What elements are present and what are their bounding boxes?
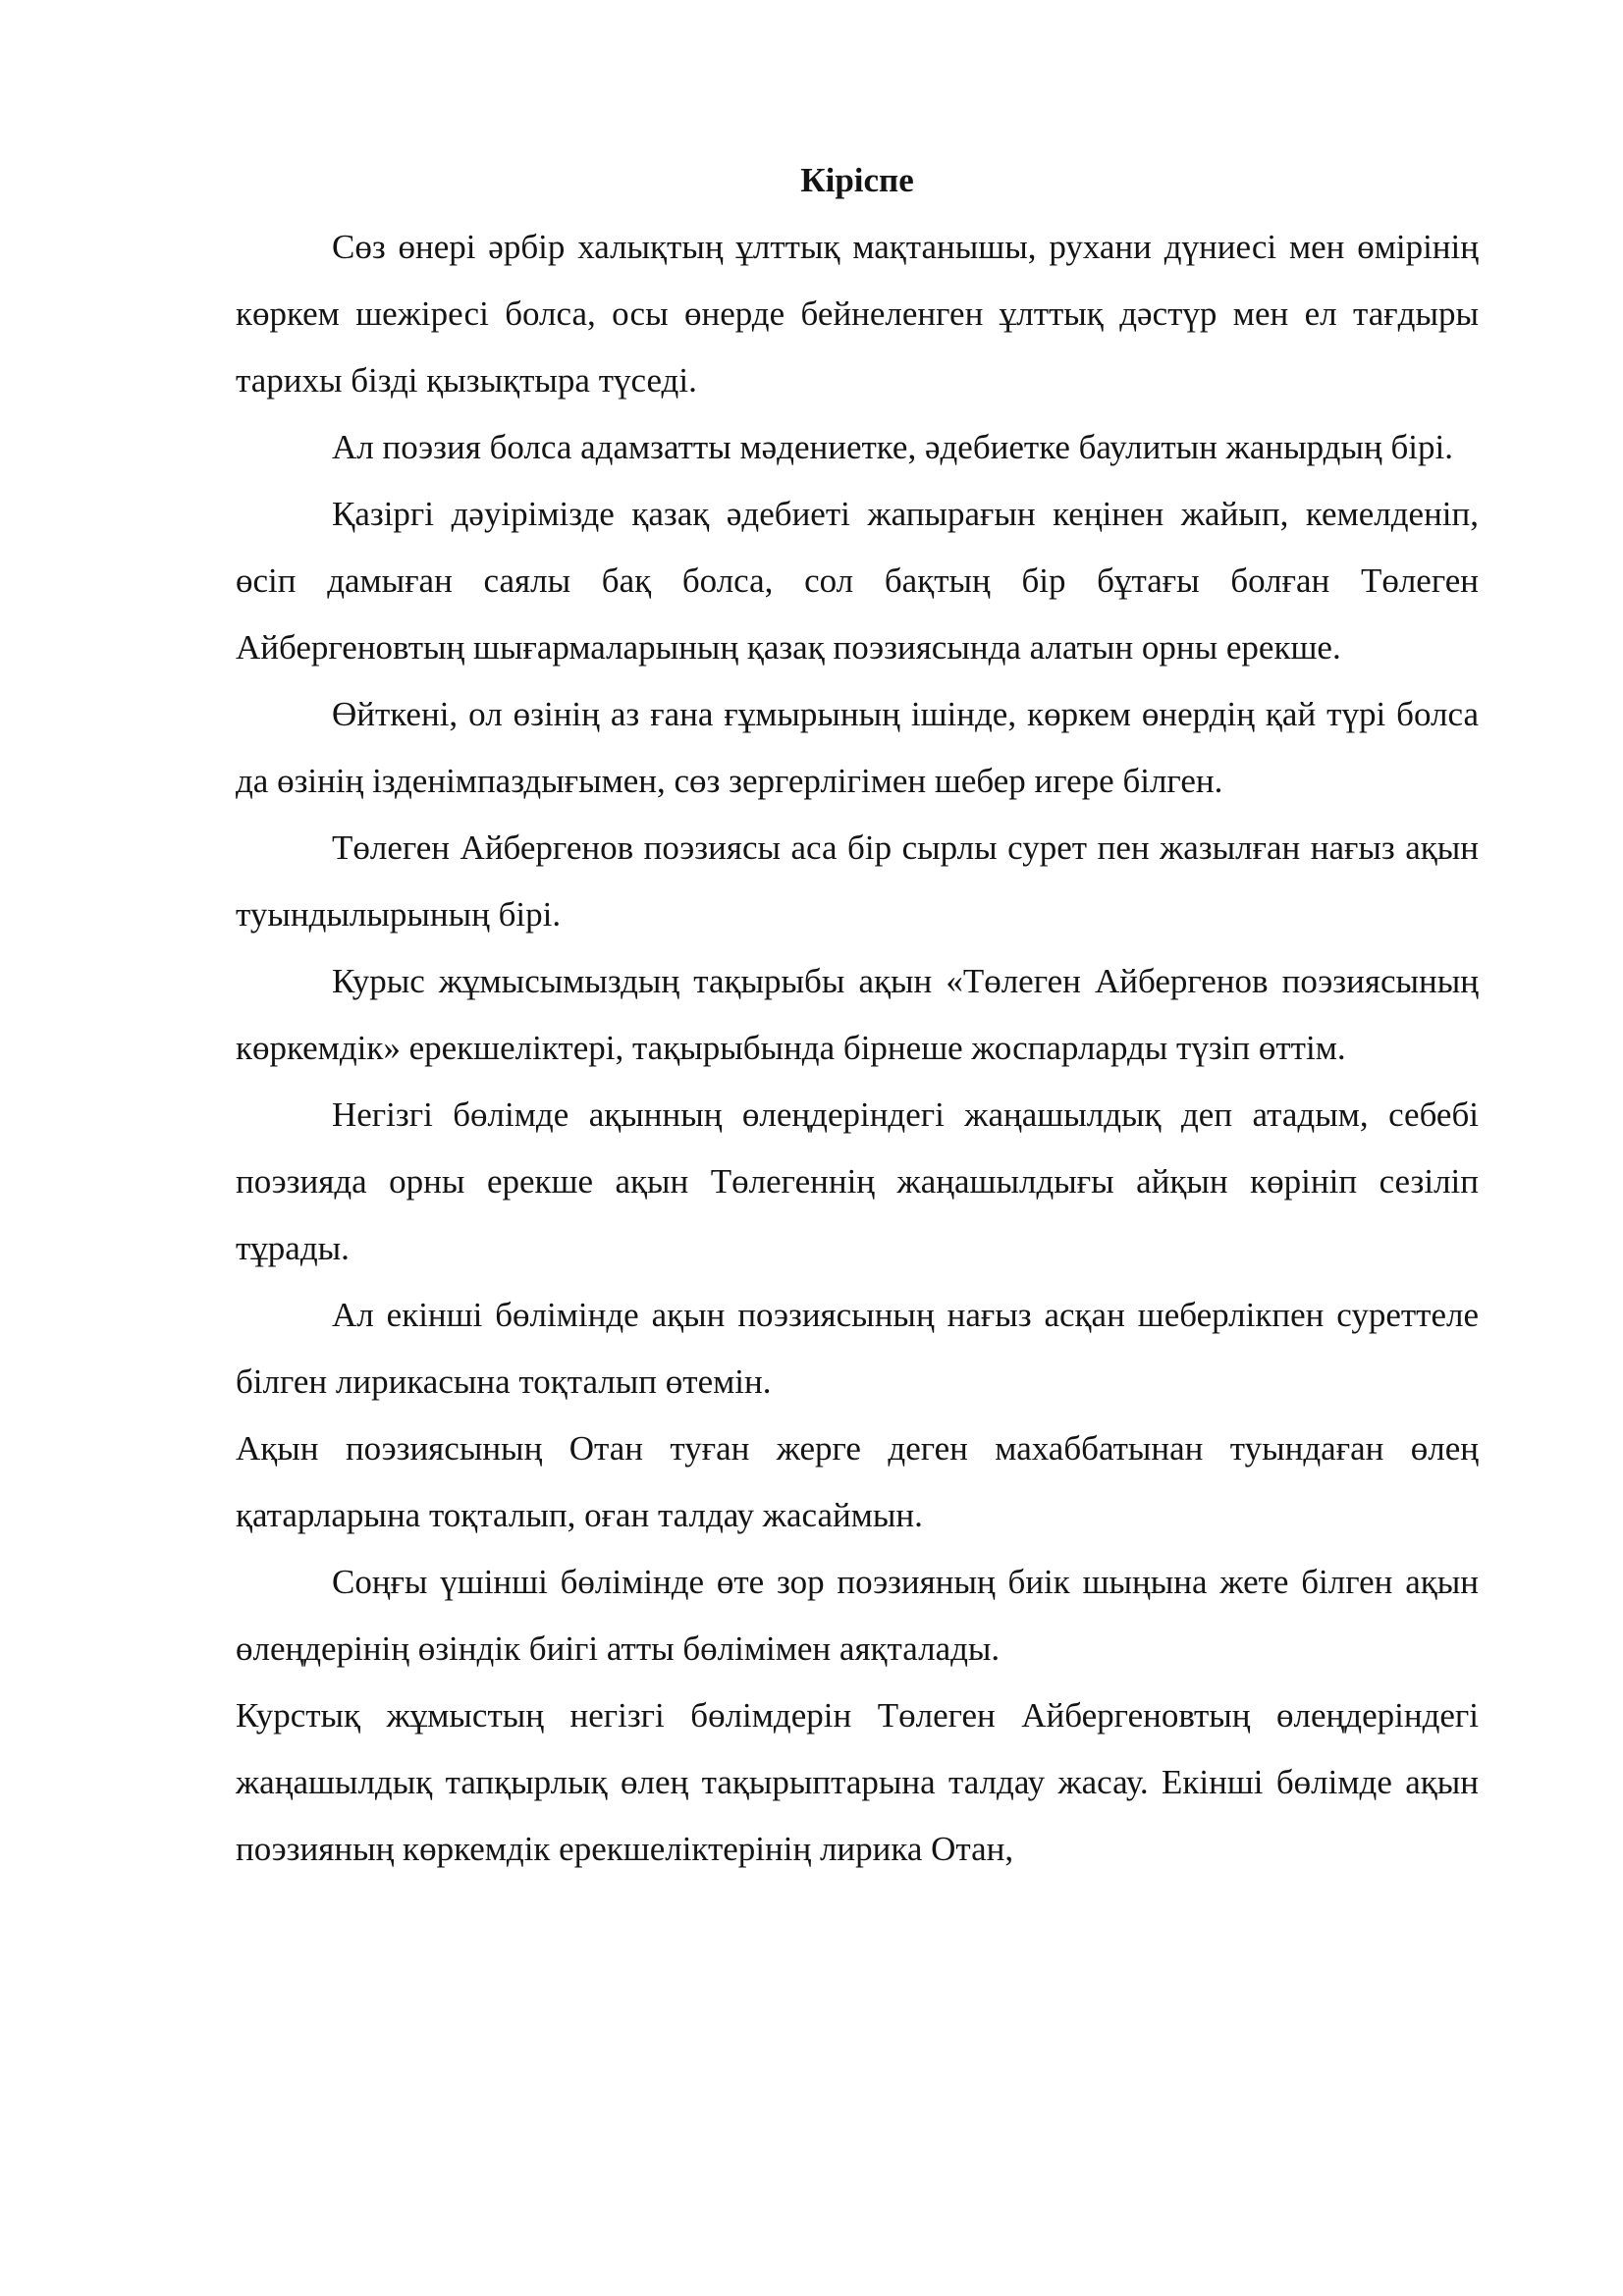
paragraph: Төлеген Айбергенов поэзиясы аса бір сырлы сурет пен жазылған нағыз ақын туындылырының бірі. [236, 828, 1479, 934]
paragraph: Ал поэзия болса адамзатты мәдениетке, әдебиетке баулитын жанырдың бірі. [332, 428, 1453, 466]
paragraph: Ал екінші бөлімінде ақын поэзиясының нағыз асқан шеберлікпен суреттеле білген лирикасына тоқталып өтемін. [236, 1296, 1479, 1401]
paragraph: Негізгі бөлімде ақынның өлеңдеріндегі жаңашылдық деп атадым, себебі поэзияда орны ерекше ақын Төлегеннің жаңашылдығы айқын көрініп сезіліп тұрады. [236, 1095, 1479, 1267]
paragraph: Ақын поэзиясының Отан туған жерге деген махаббатынан туындаған өлең қатарларына тоқталып, оған талдау жасаймын. [236, 1429, 1479, 1534]
paragraph: Сөз өнері әрбір халықтың ұлттық мақтанышы, рухани дүниесі мен өмірінің көркем шежіресі болса, осы өнерде бейнеленген ұлттық дәстүр мен ел тағдыры тарихы бізді қызықтыра түседі. [236, 228, 1479, 400]
paragraph: Соңғы үшінші бөлімінде өте зор поэзияның биік шыңына жете білген ақын өлеңдерінің өзіндік биігі атты бөлімімен аяқталады. [236, 1563, 1479, 1668]
paragraph: Курыс жұмысымыздың тақырыбы ақын «Төлеген Айбергенов поэзиясының көркемдік» ерекшеліктері, тақырыбында бірнеше жоспарларды түзіп өттім. [236, 962, 1479, 1067]
paragraph: Курстық жұмыстың негізгі бөлімдерін Төлеген Айбергеновтың өлеңдеріндегі жаңашылдық тапқырлық өлең тақырыптарына талдау жасау. Екінші бөлімде ақын поэзияның көркемдік ерекшеліктерінің лирика Отан, [236, 1696, 1479, 1868]
paragraph: Өйткені, ол өзінің аз ғана ғұмырының ішінде, көркем өнердің қай түрі болса да өзінің ізденімпаздығымен, сөз зергерлігімен шебер игере білген. [236, 695, 1479, 800]
document-body [236, 147, 1479, 1883]
page-title: Кіріспе [800, 161, 914, 199]
paragraph: Қазіргі дәуірімізде қазақ әдебиеті жапырағын кеңінен жайып, кемелденіп, өсіп дамыған саялы бақ болса, сол бақтың бір бұтағы болған Төлеген Айбергеновтың шығармаларының қазақ поэзиясында алатын орны ерекше. [236, 495, 1479, 667]
